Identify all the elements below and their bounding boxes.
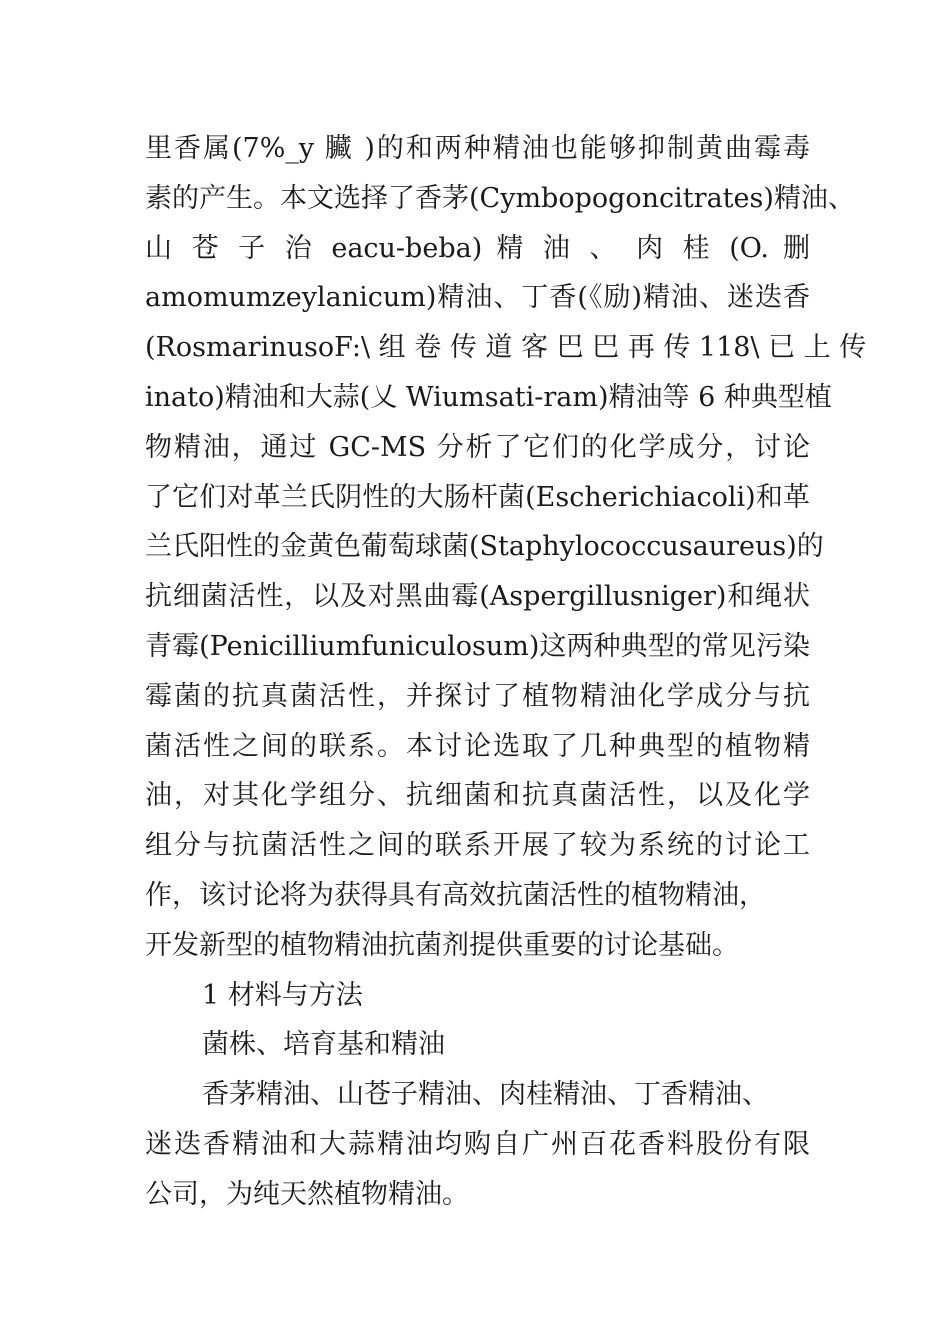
paragraph-line: amomumzeylanicum)精油、丁香(《励)精油、迷迭香 bbox=[145, 282, 810, 314]
paragraph-line: 作，该讨论将为获得具有高效抗菌活性的植物精油， bbox=[145, 879, 766, 911]
paragraph-line: 青霉(Penicilliumfuniculosum)这两种典型的常见污染 bbox=[145, 630, 810, 662]
paragraph-line: 菌活性之间的联系。本讨论选取了几种典型的植物精 bbox=[145, 730, 810, 762]
paragraph-line: 山 苍 子 治 eacu-beba) 精 油 、 肉 桂 (O. 删 bbox=[145, 232, 810, 264]
intro-paragraph bbox=[145, 124, 867, 971]
paragraph-line: inato)精油和大蒜(乂 Wiumsati-ram)精油等 6 种典型植 bbox=[145, 381, 832, 413]
paragraph-line: 兰氏阳性的金黄色葡萄球菌(Staphylococcusaureus)的 bbox=[145, 531, 824, 563]
paragraph-line: 了它们对革兰氏阴性的大肠杆菌(Escherichiacoli)和革 bbox=[145, 481, 810, 513]
paragraph-line: 油，对其化学组分、抗细菌和抗真菌活性，以及化学 bbox=[145, 780, 810, 812]
paragraph-line: 开发新型的植物精油抗菌剂提供重要的讨论基础。 bbox=[145, 929, 739, 961]
paragraph-line: 迷迭香精油和大蒜精油均购自广州百花香料股份有限 bbox=[145, 1128, 810, 1160]
paragraph-line: 组分与抗菌活性之间的联系开展了较为系统的讨论工 bbox=[145, 830, 810, 862]
paragraph-line: 香茅精油、山苍子精油、肉桂精油、丁香精油、 bbox=[202, 1079, 769, 1111]
paragraph-line: 里香属(7%_y 臟 )的和两种精油也能够抑制黄曲霉毒 bbox=[145, 133, 810, 164]
paragraph-line: (RosmarinusoF:\ 组 卷 传 道 客 巴 巴 再 传 118\ 已 上 传 bbox=[145, 332, 867, 364]
document-body bbox=[145, 124, 867, 1220]
section-heading: 1 材料与方法 bbox=[202, 979, 363, 1011]
paragraph-line: 抗细菌活性，以及对黑曲霉(Aspergillusniger)和绳状 bbox=[145, 581, 810, 613]
paragraph-line: 物精油，通过 GC-MS 分析了它们的化学成分，讨论 bbox=[145, 431, 810, 463]
subsection-heading: 菌株、培育基和精油 bbox=[202, 1029, 445, 1061]
materials-paragraph bbox=[145, 1070, 810, 1219]
paragraph-line: 公司，为纯天然植物精油。 bbox=[145, 1178, 469, 1210]
paragraph-line: 素的产生。本文选择了香茅(Cymbopogoncitrates)精油、 bbox=[145, 182, 855, 214]
paragraph-line: 霉菌的抗真菌活性，并探讨了植物精油化学成分与抗 bbox=[145, 680, 810, 712]
